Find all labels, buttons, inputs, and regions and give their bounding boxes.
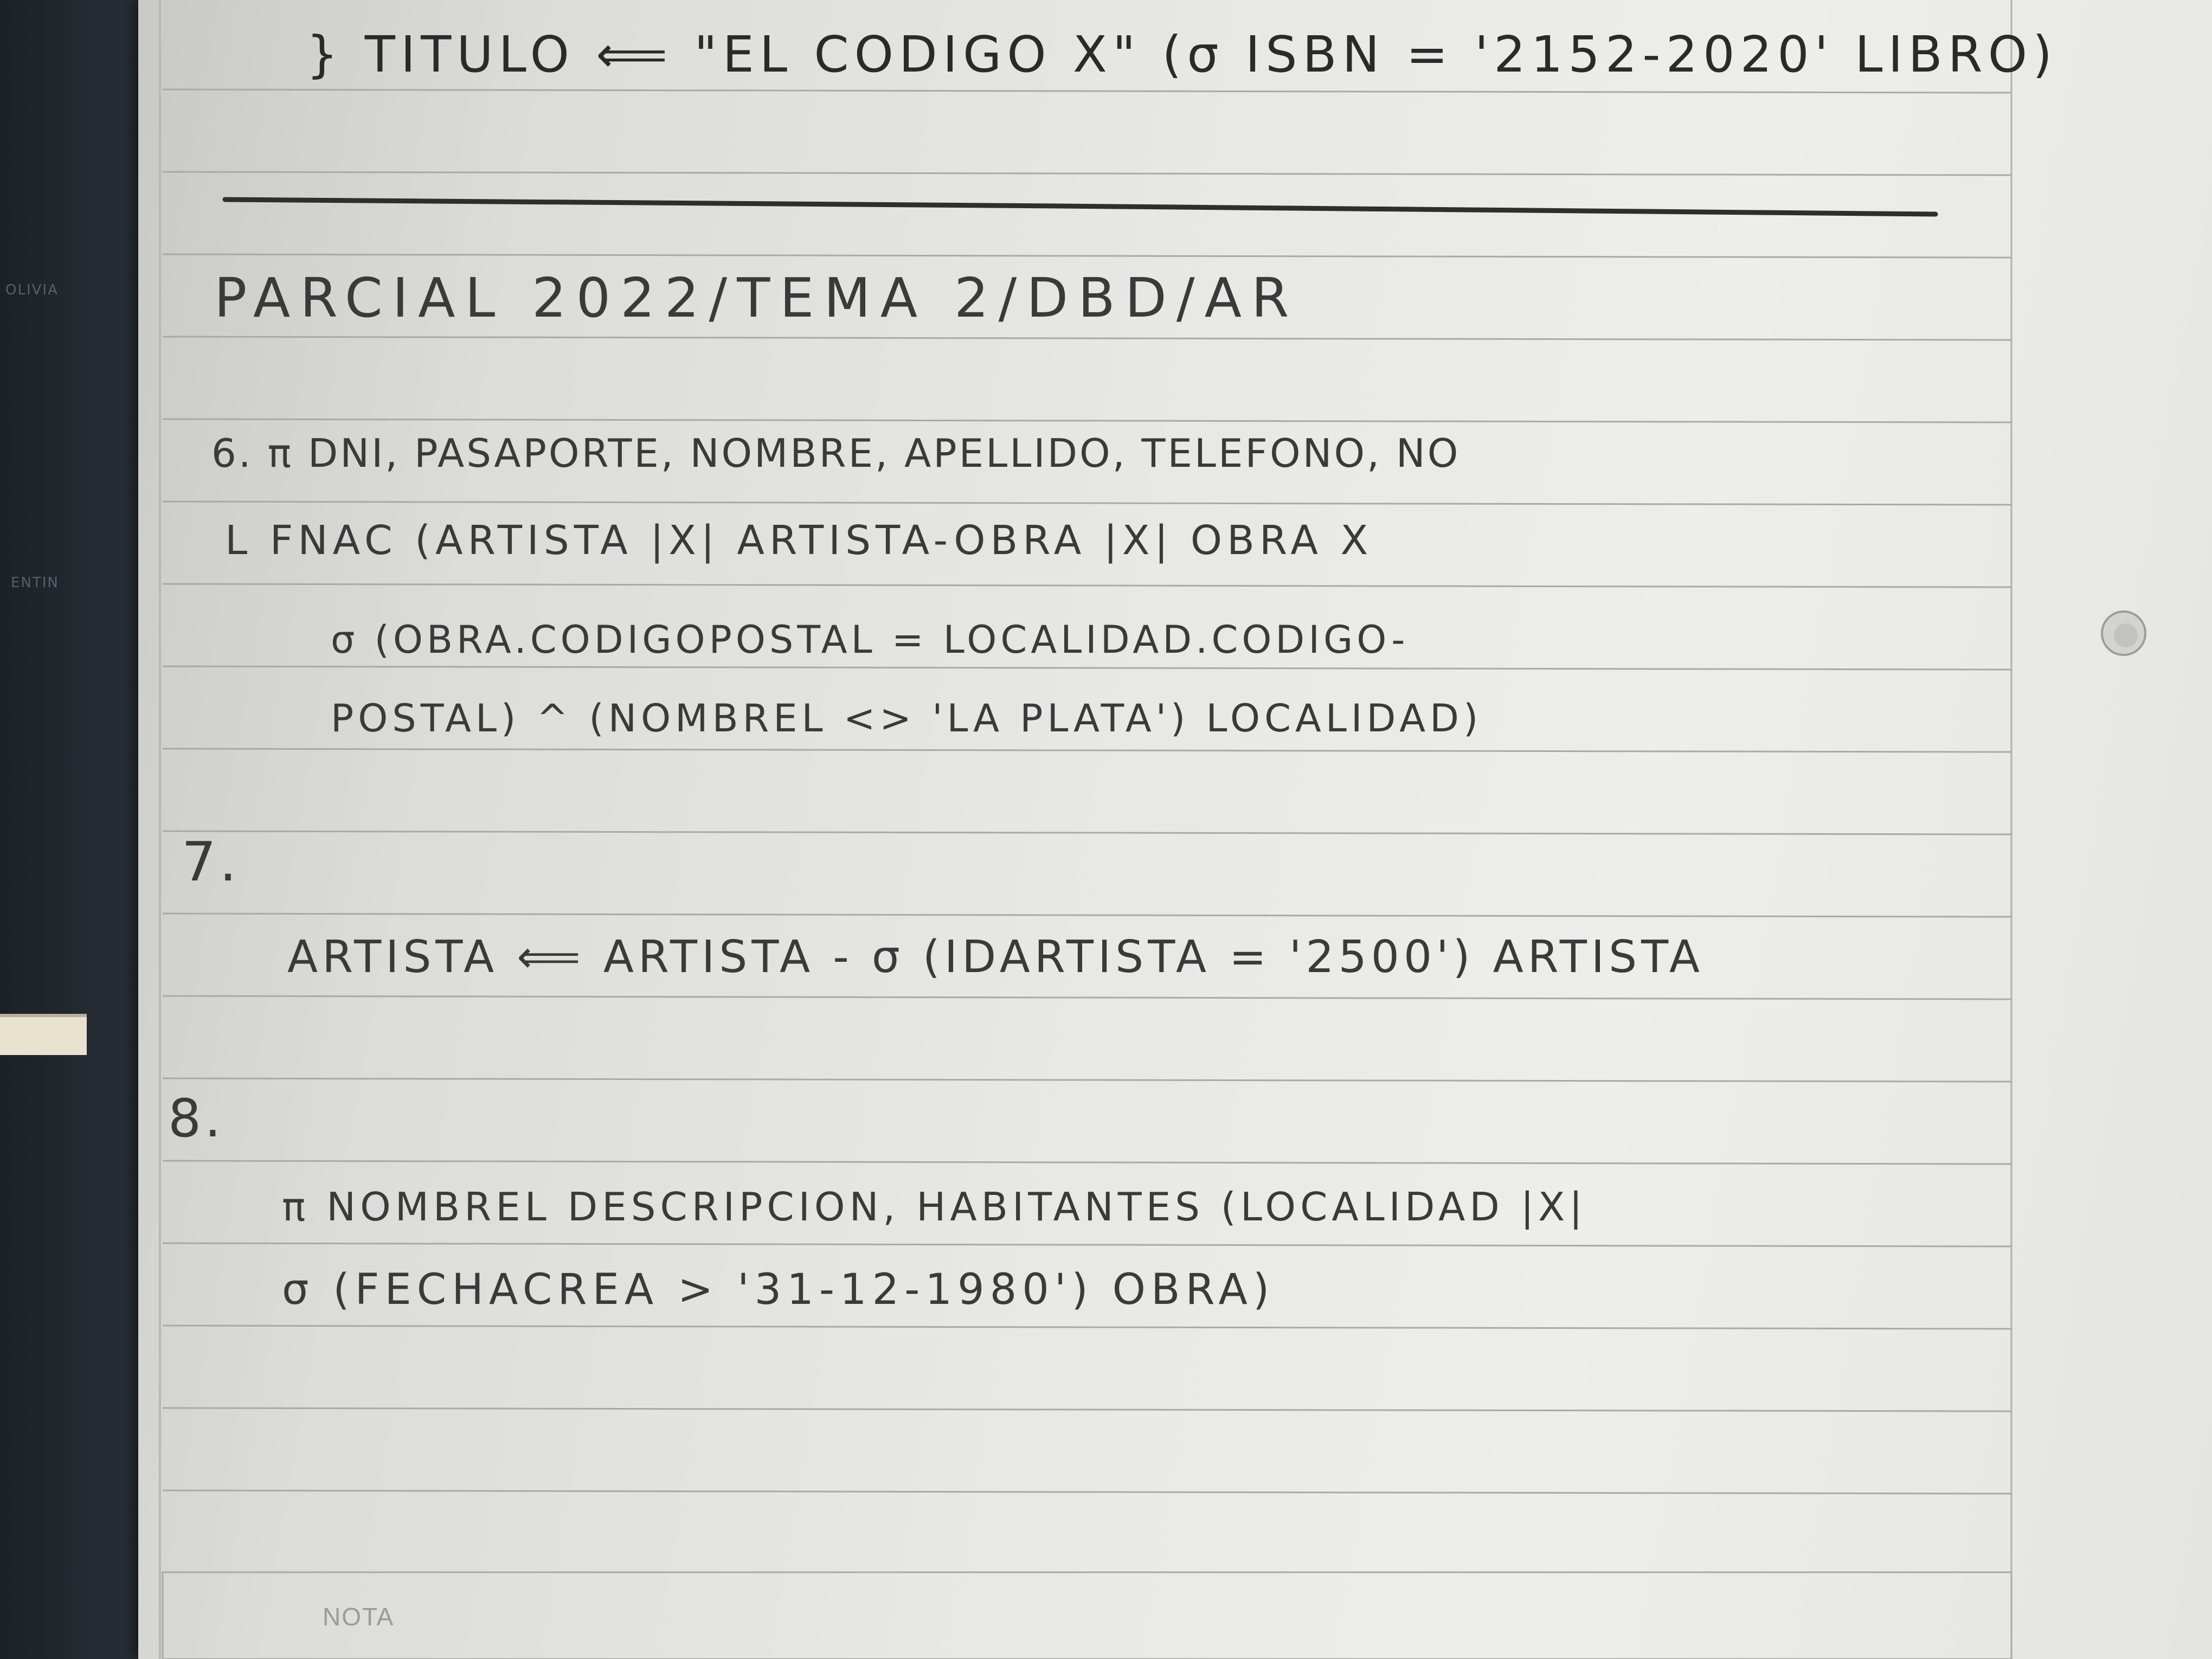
ruled-line — [163, 831, 2011, 834]
punch-hole-inner — [2114, 623, 2138, 647]
ruled-line — [163, 254, 2011, 258]
ruled-line — [163, 172, 2011, 175]
ruled-line — [163, 666, 2011, 670]
q6-line-3: σ (OBRA.CODIGOPOSTAL = LOCALIDAD.CODIGO- — [331, 618, 1409, 662]
separator-line — [225, 200, 1935, 214]
ruled-line — [163, 1078, 2011, 1082]
q6-line-1: 6. π DNI, PASAPORTE, NOMBRE, APELLIDO, TELEFONO, NO — [211, 430, 1461, 476]
footer-box — [163, 1572, 2011, 1659]
ruled-line — [163, 1243, 2011, 1246]
q7-number: 7. — [182, 830, 240, 893]
map-label-bolivia: OLIVIA — [5, 282, 59, 298]
footer-nota-label: NOTA — [323, 1603, 395, 1631]
ruled-line — [163, 1326, 2011, 1329]
ruled-line — [163, 1161, 2011, 1164]
background-card — [0, 1014, 87, 1055]
q6-line-4: POSTAL) ^ (NOMBREL <> 'LA PLATA') LOCALIDAD) — [331, 696, 1483, 741]
ruled-line — [163, 1408, 2011, 1411]
q8-line-1: π NOMBREL DESCRIPCION, HABITANTES (LOCALIDAD |X| — [282, 1184, 1587, 1230]
ruled-line — [163, 749, 2011, 752]
ruled-line — [163, 1490, 2011, 1494]
ruled-line — [163, 89, 2011, 93]
top-line: } TITULO ⟸ "EL CODIGO X" (σ ISBN = '2152-2020' LIBRO) — [306, 25, 2058, 83]
q6-line-2: L FNAC (ARTISTA |X| ARTISTA-OBRA |X| OBRA X — [225, 517, 1373, 564]
ruled-lines — [138, 0, 2212, 1659]
ruled-line — [163, 337, 2011, 340]
map-label-argentina: ENTIN — [11, 575, 59, 591]
q7-line: ARTISTA ⟸ ARTISTA - σ (IDARTISTA = '2500') ARTISTA — [287, 931, 1704, 983]
ruled-line — [163, 996, 2011, 999]
ruled-line — [163, 914, 2011, 917]
q8-line-2: σ (FECHACREA > '31-12-1980') OBRA) — [282, 1265, 1275, 1314]
ruled-line — [163, 419, 2011, 422]
notebook-page — [138, 0, 2212, 1659]
q8-number: 8. — [168, 1088, 224, 1149]
ruled-line — [163, 501, 2011, 505]
exam-heading: PARCIAL 2022/TEMA 2/DBD/AR — [214, 266, 1299, 330]
ruled-line — [163, 584, 2011, 587]
